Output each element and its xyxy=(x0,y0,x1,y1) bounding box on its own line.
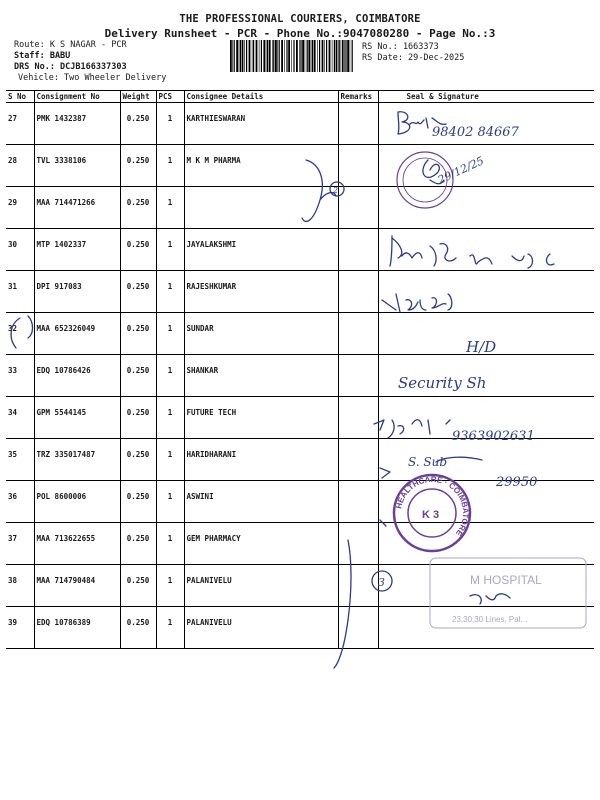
cell-remarks xyxy=(338,187,378,229)
cell-weight: 0.250 xyxy=(120,271,156,313)
cell-sno: 37 xyxy=(6,523,34,565)
runsheet-title: Delivery Runsheet - PCR - Phone No.:9047080280 - Page No.:3 xyxy=(104,27,496,40)
cell-consignment-no: TVL 3338106 xyxy=(34,145,120,187)
cell-pcs: 1 xyxy=(156,481,184,523)
table-row xyxy=(6,523,594,565)
cell-consignment-no: MAA 713622655 xyxy=(34,523,120,565)
cell-pcs: 1 xyxy=(156,523,184,565)
cell-signature xyxy=(378,187,594,229)
cell-remarks xyxy=(338,565,378,607)
company-title: THE PROFESSIONAL COURIERS, COIMBATORE xyxy=(179,13,421,25)
phone-row35: 9363902631 xyxy=(452,429,535,444)
table-row xyxy=(6,439,594,481)
cell-remarks xyxy=(338,607,378,649)
cell-weight: 0.250 xyxy=(120,187,156,229)
cell-consignee: ASWINI xyxy=(184,481,338,523)
cell-pcs: 1 xyxy=(156,565,184,607)
cell-sno: 36 xyxy=(6,481,34,523)
cell-consignment-no: GPM 5544145 xyxy=(34,397,120,439)
cell-consignment-no: MAA 714471266 xyxy=(34,187,120,229)
col-header-remarks: Remarks xyxy=(338,91,378,103)
cell-weight: 0.250 xyxy=(120,565,156,607)
col-header-sno: S No xyxy=(6,91,34,103)
table-row xyxy=(6,607,594,649)
table-row xyxy=(6,397,594,439)
cell-remarks xyxy=(338,103,378,145)
cell-signature xyxy=(378,439,594,481)
name-row36: S. Sub xyxy=(408,455,448,469)
cell-consignee: PALANIVELU xyxy=(184,607,338,649)
hospital-stamp-address: 23,30,30 Lines, Pal... xyxy=(452,615,528,624)
table-row xyxy=(6,229,594,271)
table-header-row xyxy=(6,91,594,103)
rs-date: RS Date: 29-Dec-2025 xyxy=(362,53,465,63)
cell-pcs: 1 xyxy=(156,103,184,145)
phone-row36: 29950 xyxy=(496,475,538,490)
cell-remarks xyxy=(338,355,378,397)
cell-pcs: 1 xyxy=(156,439,184,481)
cell-signature xyxy=(378,523,594,565)
cell-remarks xyxy=(338,481,378,523)
cell-weight: 0.250 xyxy=(120,607,156,649)
cell-pcs: 1 xyxy=(156,397,184,439)
cell-consignment-no: EDQ 10786426 xyxy=(34,355,120,397)
cell-pcs: 1 xyxy=(156,313,184,355)
route-label: Route: K S NAGAR - PCR xyxy=(14,40,127,50)
cell-remarks xyxy=(338,313,378,355)
vehicle-label: Vehicle: Two Wheeler Delivery xyxy=(18,73,167,83)
cell-remarks xyxy=(338,271,378,313)
cell-consignee: M K M PHARMA xyxy=(184,145,338,187)
barcode xyxy=(230,40,356,72)
cell-pcs: 1 xyxy=(156,607,184,649)
table-row xyxy=(6,481,594,523)
table-row xyxy=(6,313,594,355)
cell-remarks xyxy=(338,439,378,481)
cell-weight: 0.250 xyxy=(120,313,156,355)
cell-sno: 30 xyxy=(6,229,34,271)
cell-sno: 33 xyxy=(6,355,34,397)
staff-label: Staff: BABU xyxy=(14,51,71,61)
healthcare-seal-text: HEALTHCARE · COIMBATORE xyxy=(394,474,471,538)
cell-signature xyxy=(378,271,594,313)
cell-weight: 0.250 xyxy=(120,355,156,397)
cell-consignee: PALANIVELU xyxy=(184,565,338,607)
cell-consignee: SUNDAR xyxy=(184,313,338,355)
hospital-stamp-name: M HOSPITAL xyxy=(470,573,542,587)
table-row xyxy=(6,271,594,313)
cell-consignment-no: TRZ 335017487 xyxy=(34,439,120,481)
cell-remarks xyxy=(338,397,378,439)
cell-consignment-no: PMK 1432387 xyxy=(34,103,120,145)
cell-remarks xyxy=(338,145,378,187)
col-header-consignment: Consignment No xyxy=(34,91,120,103)
cell-signature xyxy=(378,607,594,649)
cell-pcs: 1 xyxy=(156,229,184,271)
cell-pcs: 1 xyxy=(156,145,184,187)
cell-pcs: 1 xyxy=(156,271,184,313)
cell-sno: 31 xyxy=(6,271,34,313)
cell-consignee xyxy=(184,187,338,229)
cell-signature xyxy=(378,313,594,355)
cell-pcs: 1 xyxy=(156,355,184,397)
cell-sno: 29 xyxy=(6,187,34,229)
cell-signature xyxy=(378,355,594,397)
phone-row27: 98402 84667 xyxy=(432,125,519,140)
cell-signature xyxy=(378,229,594,271)
cell-sno: 39 xyxy=(6,607,34,649)
cell-sno: 38 xyxy=(6,565,34,607)
cell-remarks xyxy=(338,229,378,271)
cell-consignment-no: MAA 714790484 xyxy=(34,565,120,607)
col-header-signature: Seal & Signature xyxy=(378,91,594,103)
cell-consignment-no: DPI 917083 xyxy=(34,271,120,313)
cell-pcs: 1 xyxy=(156,187,184,229)
healthcare-seal-center: K 3 xyxy=(422,509,440,521)
cell-weight: 0.250 xyxy=(120,439,156,481)
cell-consignment-no: MTP 1402337 xyxy=(34,229,120,271)
cell-consignee: HARIDHARANI xyxy=(184,439,338,481)
cell-consignee: JAYALAKSHMI xyxy=(184,229,338,271)
table-row xyxy=(6,565,594,607)
cell-consignee: SHANKAR xyxy=(184,355,338,397)
cell-signature xyxy=(378,481,594,523)
cell-signature xyxy=(378,397,594,439)
circled-digit: 2 xyxy=(333,186,339,195)
cell-consignee: FUTURE TECH xyxy=(184,397,338,439)
date-row28: 29/12/25 xyxy=(435,154,487,187)
cell-consignment-no: EDQ 10786389 xyxy=(34,607,120,649)
cell-consignee: RAJESHKUMAR xyxy=(184,271,338,313)
cell-sno: 28 xyxy=(6,145,34,187)
drs-number: DRS No.: DCJB166337303 xyxy=(14,62,127,72)
circled-digit-3: 3 xyxy=(378,576,385,589)
table-row xyxy=(6,103,594,145)
cell-sno: 35 xyxy=(6,439,34,481)
cell-consignment-no: POL 8600006 xyxy=(34,481,120,523)
cell-signature xyxy=(378,145,594,187)
cell-weight: 0.250 xyxy=(120,523,156,565)
cell-weight: 0.250 xyxy=(120,103,156,145)
cell-sno: 32 xyxy=(6,313,34,355)
note-row32: H/D xyxy=(466,338,497,356)
runsheet-table xyxy=(6,90,594,649)
cell-remarks xyxy=(338,523,378,565)
cell-consignment-no: MAA 652326049 xyxy=(34,313,120,355)
cell-sno: 27 xyxy=(6,103,34,145)
cell-weight: 0.250 xyxy=(120,397,156,439)
cell-weight: 0.250 xyxy=(120,145,156,187)
note-row33: Security Sh xyxy=(398,374,487,392)
cell-signature xyxy=(378,103,594,145)
col-header-weight: Weight xyxy=(120,91,156,103)
cell-sno: 34 xyxy=(6,397,34,439)
cell-signature xyxy=(378,565,594,607)
cell-weight: 0.250 xyxy=(120,229,156,271)
rs-number: RS No.: 1663373 xyxy=(362,42,439,52)
col-header-pcs: PCS xyxy=(156,91,184,103)
table-row xyxy=(6,355,594,397)
cell-consignee: GEM PHARMACY xyxy=(184,523,338,565)
cell-weight: 0.250 xyxy=(120,481,156,523)
cell-consignee: KARTHIESWARAN xyxy=(184,103,338,145)
table-row xyxy=(6,145,594,187)
table-row xyxy=(6,187,594,229)
col-header-consignee: Consignee Details xyxy=(184,91,338,103)
